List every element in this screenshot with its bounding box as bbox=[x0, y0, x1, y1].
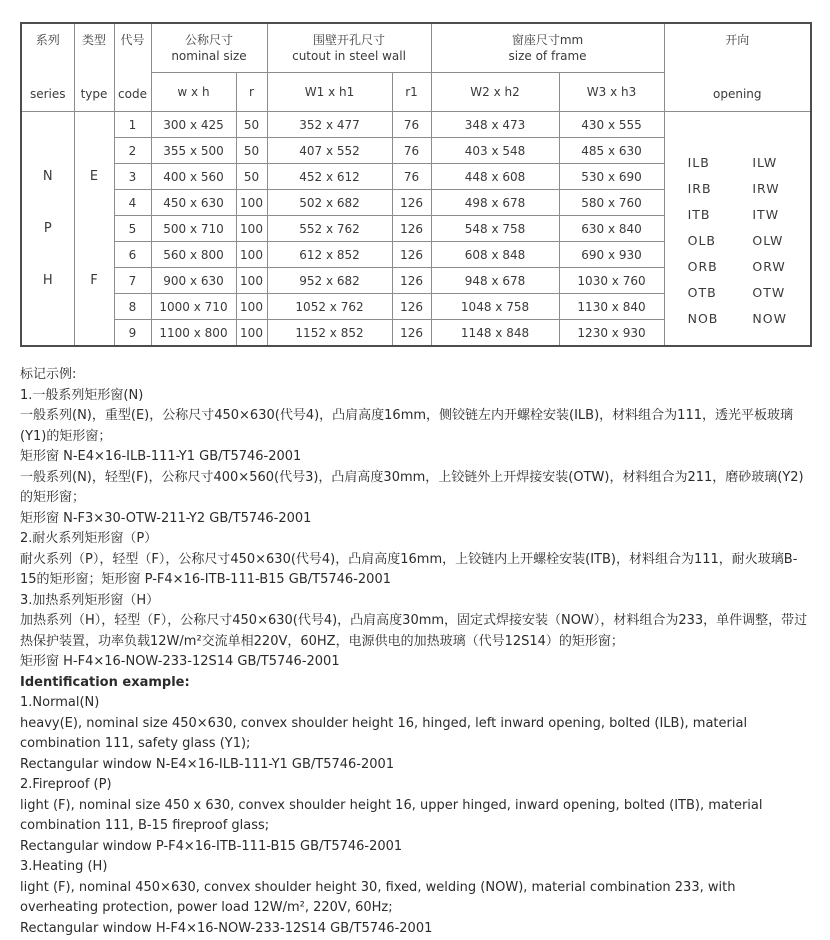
notes-en-title: Identification example: bbox=[20, 674, 190, 690]
wh-cell: 560 x 800 bbox=[151, 242, 236, 268]
type-e: E bbox=[89, 169, 99, 184]
notes-en-section bbox=[20, 673, 810, 940]
code-cell: 1 bbox=[114, 112, 151, 138]
header-w1h1: W1 x h1 bbox=[267, 73, 392, 112]
opening-welded-column bbox=[752, 150, 787, 332]
opening-code: ORW bbox=[752, 258, 786, 274]
w2h2-cell: 498 x 678 bbox=[431, 190, 559, 216]
r-cell: 100 bbox=[236, 242, 267, 268]
r1-cell: 126 bbox=[392, 242, 431, 268]
w2h2-cell: 403 x 548 bbox=[431, 138, 559, 164]
header-opening-zh: 开向 bbox=[725, 32, 750, 47]
w1h1-cell: 502 x 682 bbox=[267, 190, 392, 216]
w3h3-cell: 485 x 630 bbox=[559, 138, 664, 164]
header-row-1 bbox=[21, 23, 811, 73]
note-line: 矩形窗 N-F3×30-OTW-211-Y2 GB/T5746-2001 bbox=[20, 510, 312, 526]
type-f: F bbox=[90, 273, 98, 288]
wh-cell: 500 x 710 bbox=[151, 216, 236, 242]
series-h: H bbox=[42, 273, 53, 288]
wh-cell: 355 x 500 bbox=[151, 138, 236, 164]
w1h1-cell: 952 x 682 bbox=[267, 268, 392, 294]
note-line: 2.Fireproof (P) bbox=[20, 777, 112, 792]
header-r1: r1 bbox=[392, 73, 431, 112]
r-cell: 100 bbox=[236, 268, 267, 294]
opening-code: ILB bbox=[687, 154, 710, 170]
note-line: light (F), nominal 450×630, convex shoulder height 30, fixed, welding (NOW), material combination 233, with overheating protection, power load 12W/m², 220V, 60Hz; bbox=[20, 879, 736, 915]
opening-code: OTB bbox=[687, 284, 717, 300]
note-line: 一般系列(N)，重型(E)，公称尺寸450×630(代号4)，凸肩高度16mm，侧铰链左内开螺栓安装(ILB)，材料组合为111，透光平板玻璃(Y1)的矩形窗； bbox=[20, 408, 793, 444]
header-frame-en: size of frame bbox=[508, 49, 587, 63]
opening-code: NOB bbox=[687, 310, 719, 326]
note-line: Rectangular window P-F4×16-ITB-111-B15 GB/T5746-2001 bbox=[20, 838, 403, 854]
opening-code: ILW bbox=[752, 154, 778, 170]
w3h3-cell: 1130 x 840 bbox=[559, 294, 664, 320]
w1h1-cell: 407 x 552 bbox=[267, 138, 392, 164]
code-cell: 2 bbox=[114, 138, 151, 164]
r1-cell: 126 bbox=[392, 268, 431, 294]
w1h1-cell: 352 x 477 bbox=[267, 112, 392, 138]
wh-cell: 400 x 560 bbox=[151, 164, 236, 190]
type-cell bbox=[74, 112, 114, 347]
opening-code: NOW bbox=[752, 310, 787, 326]
r-cell: 100 bbox=[236, 190, 267, 216]
note-line: Rectangular window H-F4×16-NOW-233-12S14 GB/T5746-2001 bbox=[20, 920, 433, 936]
series-cell bbox=[21, 112, 74, 347]
r1-cell: 76 bbox=[392, 112, 431, 138]
r-cell: 50 bbox=[236, 138, 267, 164]
note-line: 加热系列（H），轻型（F），公称尺寸450×630(代号4)，凸肩高度30mm，固定式焊接安装（NOW），材料组合为233，单件调整，带过热保护装置，功率负载12W/m²交流单相220V，60HZ，电源供电的加热玻璃（代号12S14）的矩形窗； bbox=[20, 613, 808, 649]
header-nominal-zh: 公称尺寸 bbox=[185, 33, 234, 47]
wh-cell: 450 x 630 bbox=[151, 190, 236, 216]
header-w2h2: W2 x h2 bbox=[431, 73, 559, 112]
wh-cell: 1100 x 800 bbox=[151, 320, 236, 347]
opening-code: IRB bbox=[687, 180, 712, 196]
code-cell: 7 bbox=[114, 268, 151, 294]
note-line: light (F), nominal size 450 x 630, convex shoulder height 16, upper hinged, inward opening, bolted (ITB), material combination 111, B-15 fireproof glass; bbox=[20, 797, 763, 833]
header-w3h3: W3 x h3 bbox=[559, 73, 664, 112]
w1h1-cell: 1152 x 852 bbox=[267, 320, 392, 347]
r1-cell: 126 bbox=[392, 294, 431, 320]
w2h2-cell: 348 x 473 bbox=[431, 112, 559, 138]
code-cell: 3 bbox=[114, 164, 151, 190]
header-type-en: type bbox=[80, 86, 108, 101]
header-code-zh: 代号 bbox=[120, 32, 145, 47]
header-cutout-zh: 围壁开孔尺寸 bbox=[313, 33, 386, 47]
opening-cell bbox=[664, 112, 811, 347]
notes-zh-title: 标记示例: bbox=[20, 367, 77, 382]
w3h3-cell: 530 x 690 bbox=[559, 164, 664, 190]
wh-cell: 900 x 630 bbox=[151, 268, 236, 294]
r-cell: 100 bbox=[236, 294, 267, 320]
header-frame-zh: 窗座尺寸mm bbox=[511, 33, 584, 47]
header-r: r bbox=[236, 73, 267, 112]
series-p: P bbox=[43, 221, 52, 236]
wh-cell: 300 x 425 bbox=[151, 112, 236, 138]
header-cutout bbox=[267, 23, 431, 73]
note-line: 1.Normal(N) bbox=[20, 695, 100, 710]
spec-table bbox=[20, 22, 812, 347]
w2h2-cell: 1148 x 848 bbox=[431, 320, 559, 347]
w1h1-cell: 452 x 612 bbox=[267, 164, 392, 190]
code-cell: 9 bbox=[114, 320, 151, 347]
header-nominal bbox=[151, 23, 267, 73]
w3h3-cell: 430 x 555 bbox=[559, 112, 664, 138]
w1h1-cell: 1052 x 762 bbox=[267, 294, 392, 320]
opening-code: ORB bbox=[687, 258, 718, 274]
w3h3-cell: 580 x 760 bbox=[559, 190, 664, 216]
w2h2-cell: 548 x 758 bbox=[431, 216, 559, 242]
header-type-zh: 类型 bbox=[81, 32, 106, 47]
note-line: heavy(E), nominal size 450×630, convex shoulder height 16, hinged, left inward opening, bolted (ILB), material combination 111, safety glass (Y1); bbox=[20, 715, 748, 751]
note-line: 3.Heating (H) bbox=[20, 859, 108, 874]
w2h2-cell: 608 x 848 bbox=[431, 242, 559, 268]
w2h2-cell: 448 x 608 bbox=[431, 164, 559, 190]
header-series-zh: 系列 bbox=[35, 32, 60, 47]
note-line: 1.一般系列矩形窗(N) bbox=[20, 387, 144, 403]
opening-bolted-column bbox=[688, 150, 719, 332]
r-cell: 100 bbox=[236, 216, 267, 242]
header-code bbox=[114, 23, 151, 112]
header-series-en: series bbox=[29, 86, 66, 101]
code-cell: 6 bbox=[114, 242, 151, 268]
note-line: Rectangular window N-E4×16-ILB-111-Y1 GB/T5746-2001 bbox=[20, 756, 395, 772]
table-row bbox=[21, 112, 811, 138]
r1-cell: 126 bbox=[392, 320, 431, 347]
w2h2-cell: 948 x 678 bbox=[431, 268, 559, 294]
note-line: 一般系列(N)，轻型(F)，公称尺寸400×560(代号3)，凸肩高度30mm，上铰链外上开焊接安装(OTW)，材料组合为211，磨砂玻璃(Y2)的矩形窗； bbox=[20, 469, 804, 505]
opening-code: ITW bbox=[752, 206, 780, 222]
header-series bbox=[21, 23, 74, 112]
code-cell: 4 bbox=[114, 190, 151, 216]
header-type bbox=[74, 23, 114, 112]
w2h2-cell: 1048 x 758 bbox=[431, 294, 559, 320]
r-cell: 50 bbox=[236, 112, 267, 138]
opening-code: ITB bbox=[687, 206, 711, 222]
r1-cell: 76 bbox=[392, 138, 431, 164]
r1-cell: 126 bbox=[392, 216, 431, 242]
header-nominal-en: nominal size bbox=[171, 49, 247, 63]
opening-code: OLW bbox=[752, 232, 784, 248]
w3h3-cell: 630 x 840 bbox=[559, 216, 664, 242]
note-line: 3.加热系列矩形窗（H） bbox=[20, 592, 160, 608]
header-frame bbox=[431, 23, 664, 73]
opening-code: IRW bbox=[752, 180, 780, 196]
header-opening-en: opening bbox=[713, 86, 762, 101]
r-cell: 100 bbox=[236, 320, 267, 347]
w3h3-cell: 1030 x 760 bbox=[559, 268, 664, 294]
r1-cell: 76 bbox=[392, 164, 431, 190]
note-line: 耐火系列（P），轻型（F），公称尺寸450×630(代号4)，凸肩高度16mm，上铰链内上开螺栓安装(ITB)，材料组合为111，耐火玻璃B-15的矩形窗；矩形窗 P-F4×16-ITB-111-B15 GB/T5746-2001 bbox=[20, 551, 798, 587]
note-line: 2.耐火系列矩形窗（P） bbox=[20, 531, 158, 546]
notes-zh-section bbox=[20, 365, 810, 673]
code-cell: 8 bbox=[114, 294, 151, 320]
series-n: N bbox=[42, 169, 53, 184]
opening-code: OLB bbox=[687, 232, 716, 248]
w1h1-cell: 612 x 852 bbox=[267, 242, 392, 268]
header-cutout-en: cutout in steel wall bbox=[292, 49, 406, 63]
w3h3-cell: 1230 x 930 bbox=[559, 320, 664, 347]
opening-code: OTW bbox=[752, 284, 786, 300]
header-code-en: code bbox=[118, 86, 147, 101]
r1-cell: 126 bbox=[392, 190, 431, 216]
note-line: 矩形窗 H-F4×16-NOW-233-12S14 GB/T5746-2001 bbox=[20, 654, 340, 669]
r-cell: 50 bbox=[236, 164, 267, 190]
w1h1-cell: 552 x 762 bbox=[267, 216, 392, 242]
header-wh: w x h bbox=[151, 73, 236, 112]
w3h3-cell: 690 x 930 bbox=[559, 242, 664, 268]
code-cell: 5 bbox=[114, 216, 151, 242]
document-page bbox=[20, 0, 810, 939]
wh-cell: 1000 x 710 bbox=[151, 294, 236, 320]
header-opening bbox=[664, 23, 811, 112]
note-line: 矩形窗 N-E4×16-ILB-111-Y1 GB/T5746-2001 bbox=[20, 449, 302, 464]
